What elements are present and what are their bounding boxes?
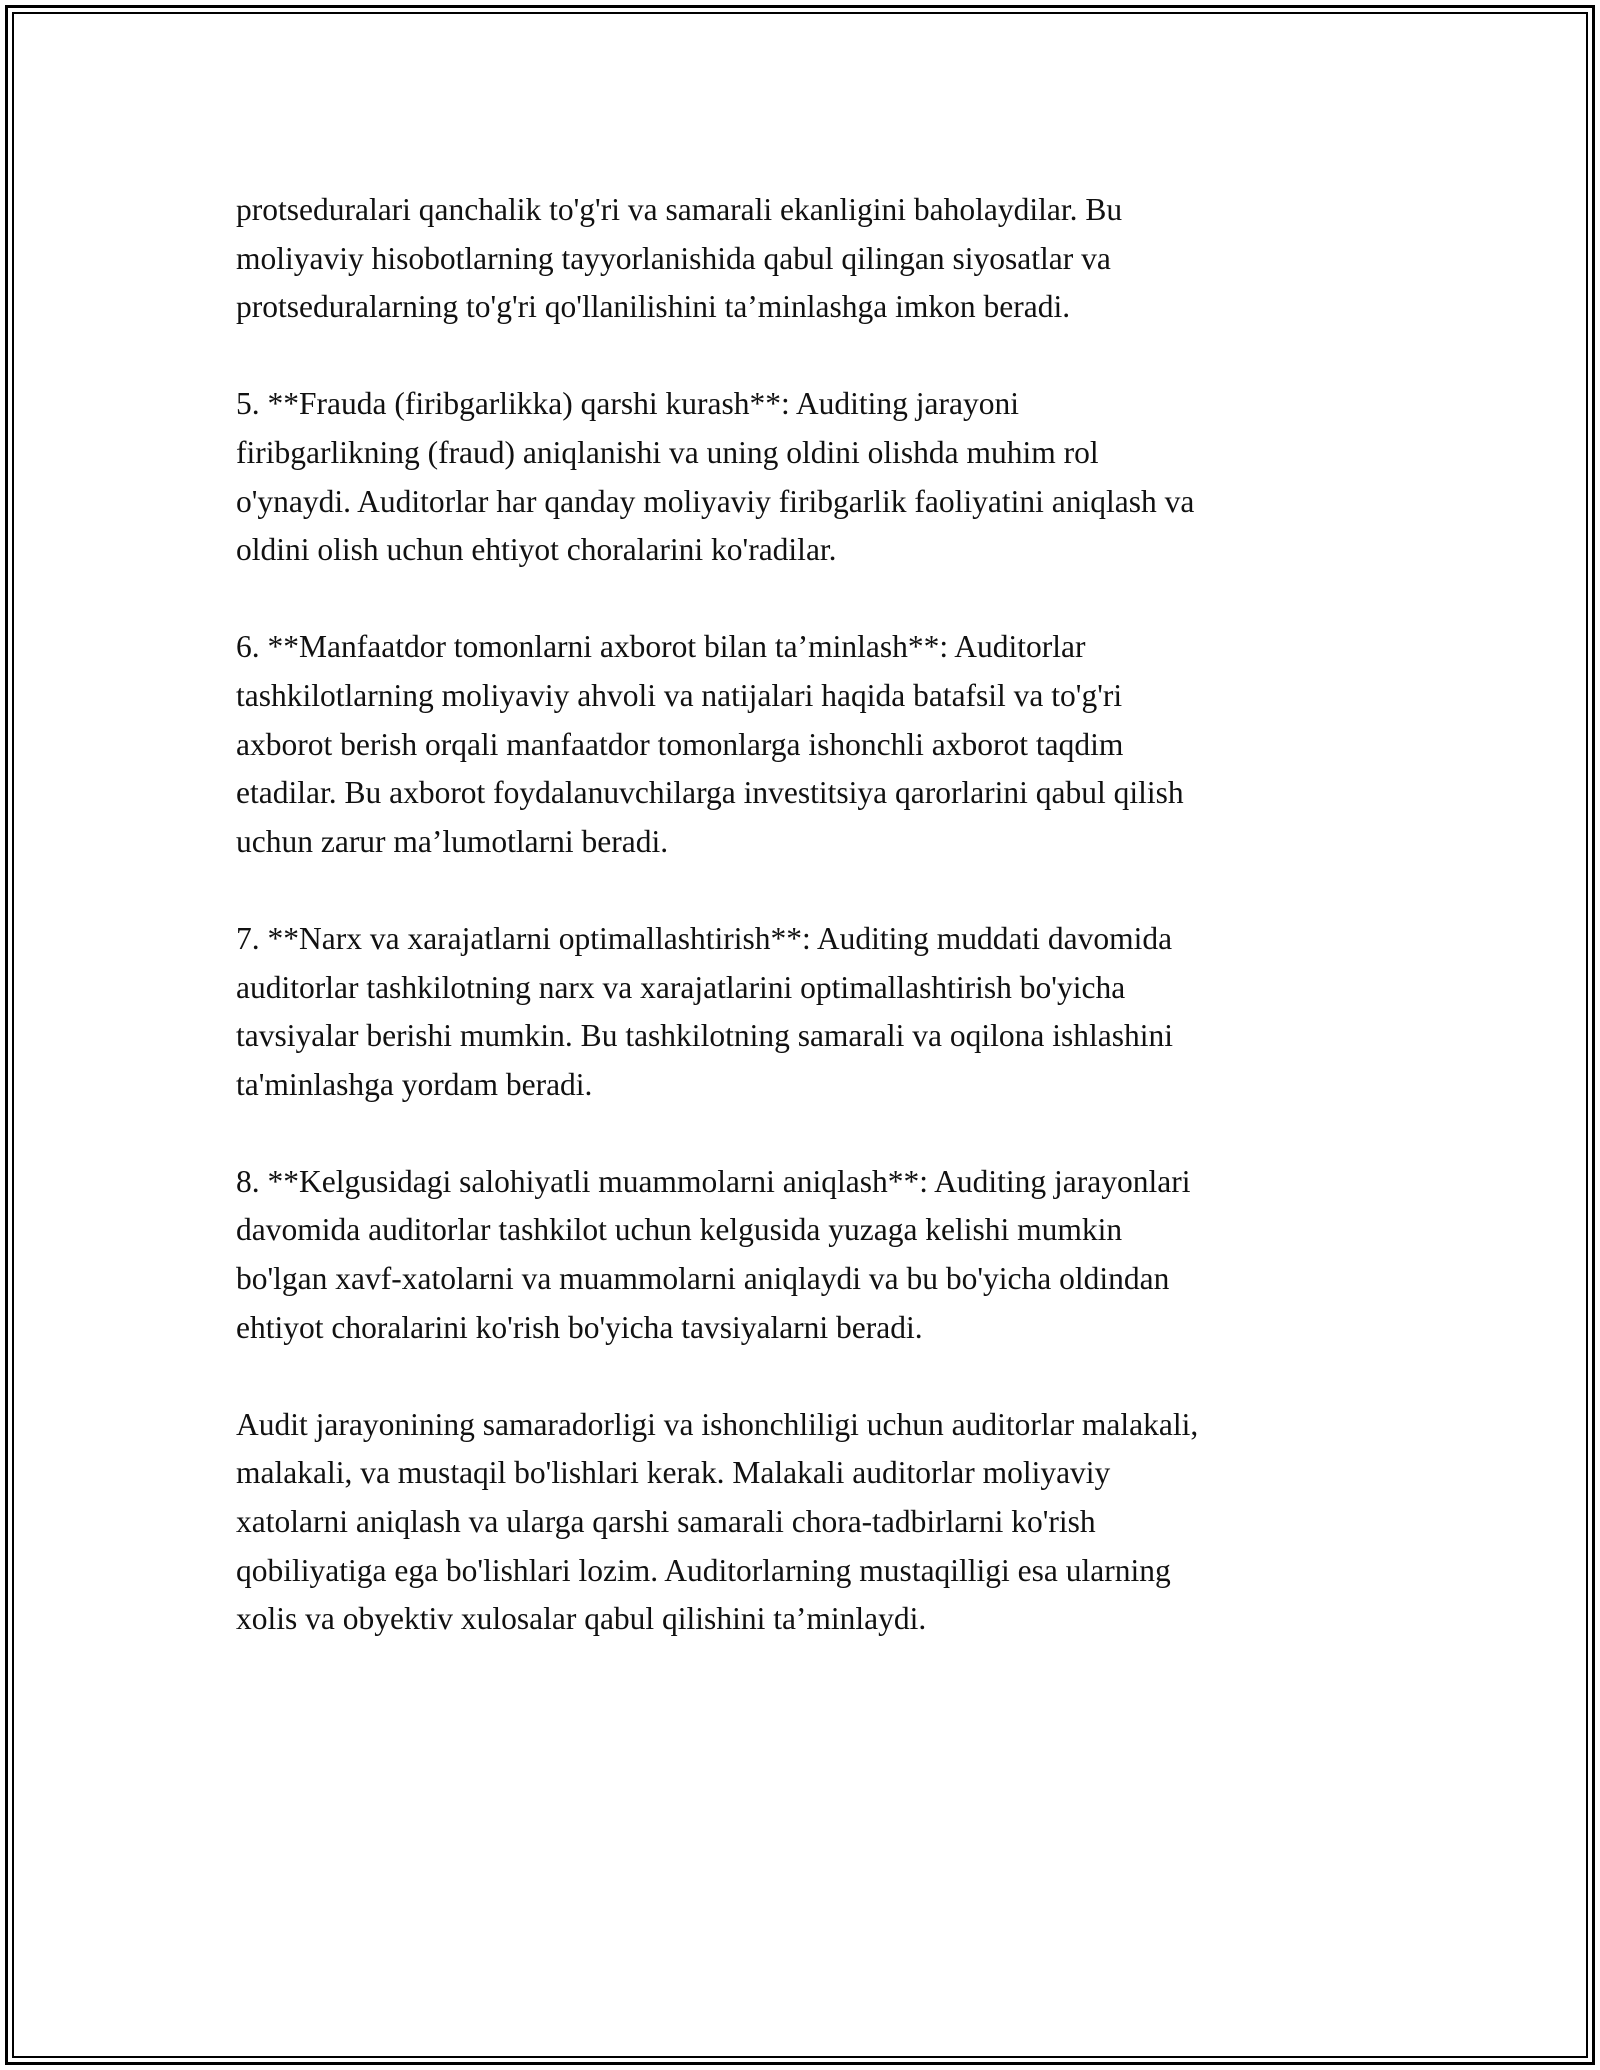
paragraph-intro-continuation: protseduralari qanchalik to'g'ri va samarali ekanligini baholaydilar. Bu moliyaviy hisobotlarning tayyorlanishida qabul qilingan siyosatlar va protseduralarning to'g'ri qo'llanilishini ta’minlashga imkon beradi.	[236, 192, 1123, 325]
document-body	[236, 186, 1366, 1692]
paragraph-conclusion: Audit jarayonining samaradorligi va ishonchliligi uchun auditorlar malakali, malakali, va mustaqil bo'lishlari kerak. Malakali auditorlar moliyaviy xatolarni aniqlash va ularga qarshi samarali chora-tadbirlarni ko'rish qobiliyatiga ega bo'lishlari lozim. Auditorlarning mustaqilligi esa ularning xolis va obyektiv xulosalar qabul qilishini ta’minlaydi.	[236, 1406, 1199, 1637]
paragraph-item-6: 6. **Manfaatdor tomonlarni axborot bilan ta’minlash**: Auditorlar tashkilotlarning moliyaviy ahvoli va natijalari haqida batafsil va to'g'ri axborot berish orqali manfaatdor tomonlarga ishonchli axborot taqdim etadilar. Bu axborot foydalanuvchilarga investitsiya qarorlarini qabul qilish uchun zarur ma’lumotlarni beradi.	[236, 629, 1184, 859]
paragraph-item-8: 8. **Kelgusidagi salohiyatli muammolarni aniqlash**: Auditing jarayonlari davomida auditorlar tashkilot uchun kelgusida yuzaga kelishi mumkin bo'lgan xavf-xatolarni va muammolarni aniqlaydi va bu bo'yicha oldindan ehtiyot choralarini ko'rish bo'yicha tavsiyalarni beradi.	[236, 1163, 1191, 1345]
paragraph-item-5: 5. **Frauda (firibgarlikka) qarshi kurash**: Auditing jarayoni firibgarlikning (fraud) aniqlanishi va uning oldini olishda muhim rol o'ynaydi. Auditorlar har qanday moliyaviy firibgarlik faoliyatini aniqlash va oldini olish uchun ehtiyot choralarini ko'radilar.	[236, 386, 1195, 568]
paragraph-item-7: 7. **Narx va xarajatlarni optimallashtirish**: Auditing muddati davomida auditorlar tashkilotning narx va xarajatlarini optimallashtirish bo'yicha tavsiyalar berishi mumkin. Bu tashkilotning samarali va oqilona ishlashini ta'minlashga yordam beradi.	[236, 920, 1173, 1102]
